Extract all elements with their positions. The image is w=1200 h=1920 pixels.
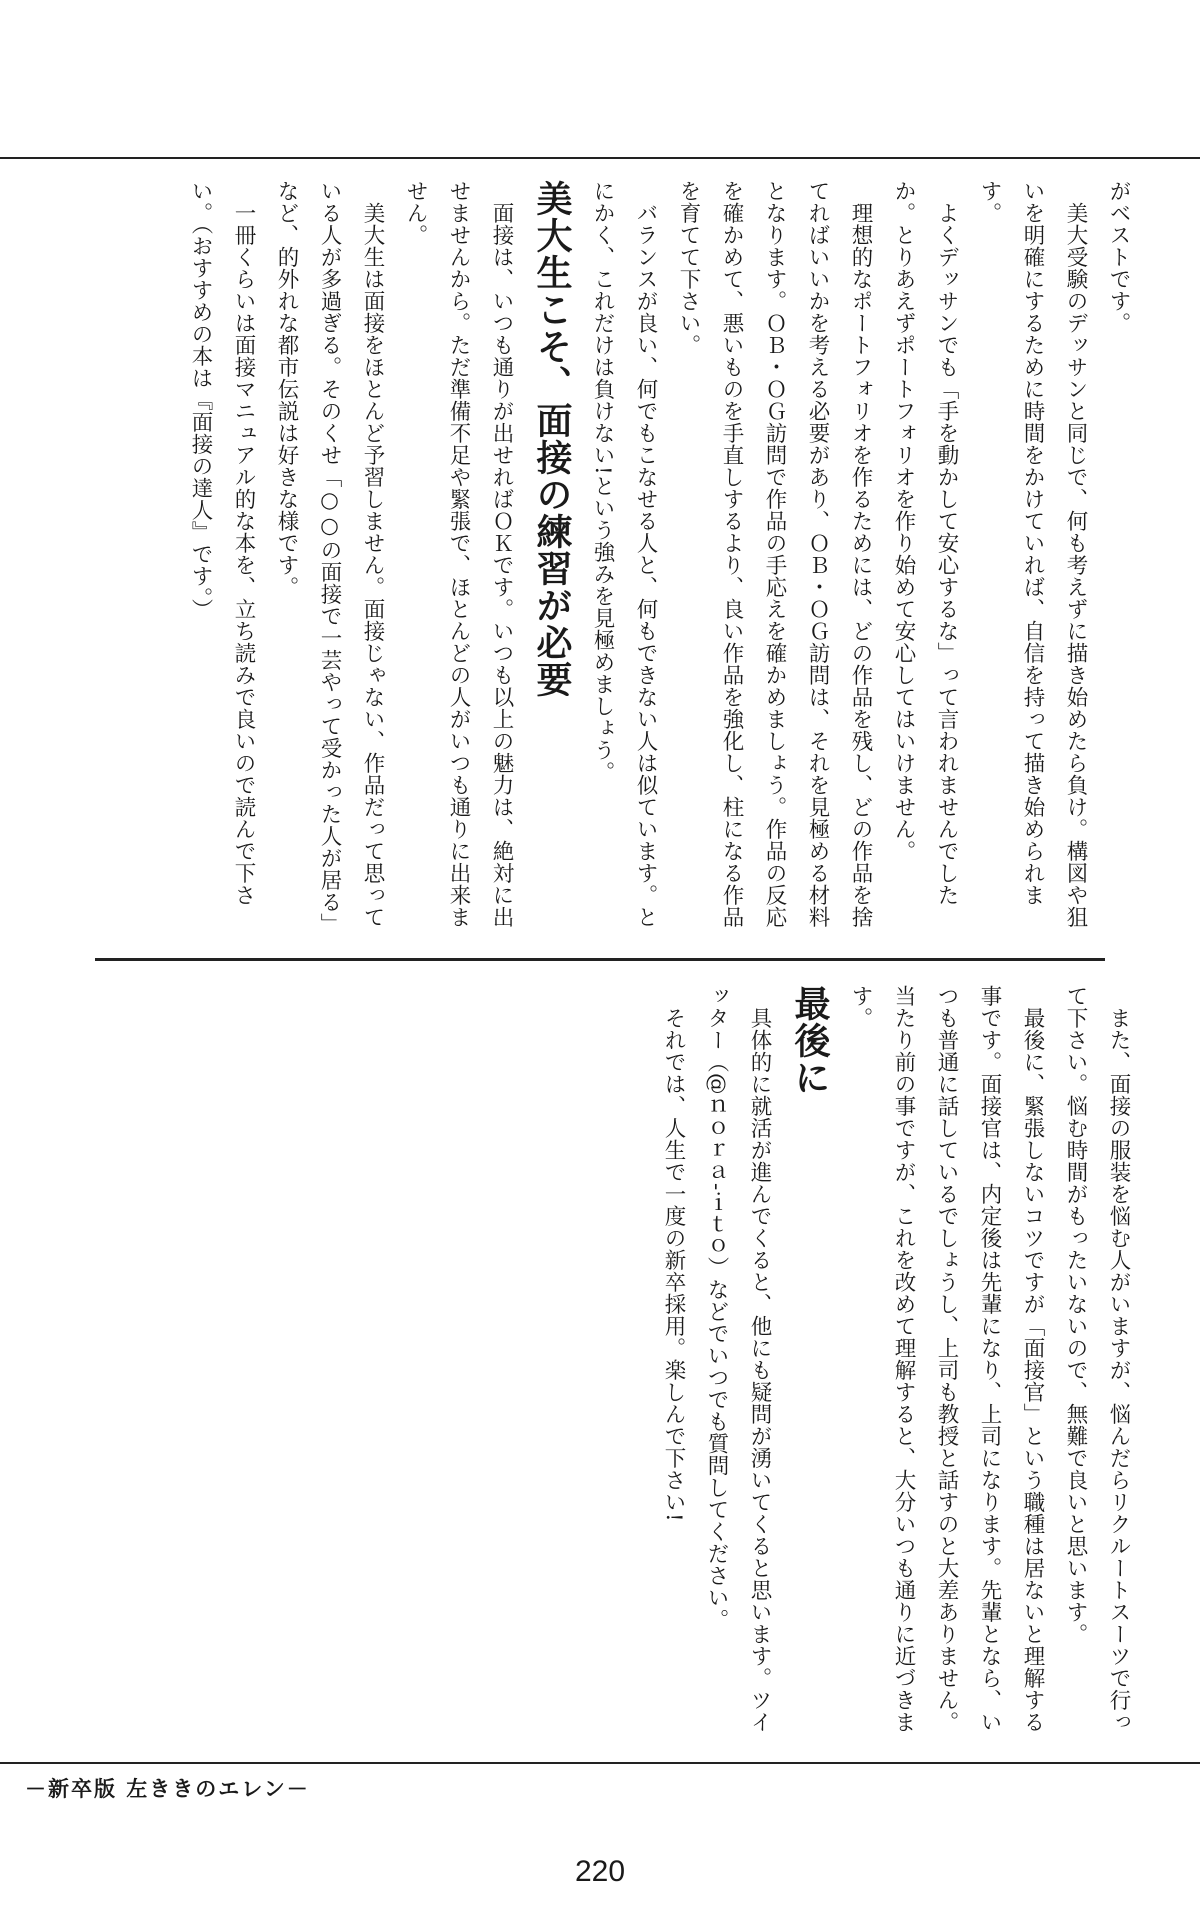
paragraph: それでは、人生で一度の新卒採用。楽しんで下さい! [661,1006,686,1522]
paragraph: 美大受験のデッサンと同じで、何も考えずに描き始めたら負け。構図や狙いを明確にするために時間をかけていれば、自信を持って描き始められます。 [977,180,1088,928]
section-heading: 美大生こそ、面接の練習が必要 [531,180,573,698]
paragraph: 最後に、緊張しないコツですが「面接官」という職種は居ないと理解する事です。面接官は、内定後は先輩になり、上司になります。先輩となら、いつも普通に話しているでしょうし、上司も教授と話すのと大差ありません。当たり前の事ですが、これを改めて理解すると、大分いつも通りに近づきます。 [848,985,1045,1733]
paragraph: よくデッサンでも「手を動かして安心するな」って言われませんでしたか。とりあえずポートフォリオを作り始めて安心してはいけません。 [891,180,959,906]
paragraph: 理想的なポートフォリオを作るためには、どの作品を残し、どの作品を捨てればいいかを考える必要があり、ＯＢ・ＯＧ訪問は、それを見極める材料となります。ＯＢ・ＯＧ訪問で作品の手応えを確かめましょう。作品の反応を確かめて、悪いものを手直しするより、良い作品を強化し、柱になる作品を育てて下さい。 [676,180,873,928]
page-number: 220 [574,1855,626,1888]
paragraph: 面接は、いつも通りが出せればＯＫです。いつも以上の魅力は、絶対に出せませんから。ただ準備不足や緊張で、ほとんどの人がいつも通りに出来ません。 [403,180,514,928]
lower-text-column [652,985,1140,1740]
paragraph: がベストです。 [1106,180,1131,334]
section-heading: 最後に [789,985,831,1096]
paragraph: 美大生は面接をほとんど予習しません。面接じゃない、作品だって思っている人が多過ぎる。そのくせ「○○の面接で一芸やって受かった人が居る」など、的外れな都市伝説は好きな様です。 [274,180,385,935]
paragraph: 具体的に就活が進んでくると、他にも疑問が湧いてくると思います。ツイッター（@ｎｏｒａ-ｉｔｏ）などでいつでも質問してください。 [704,985,772,1733]
bottom-rule [0,1762,1200,1764]
middle-rule [95,958,1105,961]
upper-text-column [179,180,1140,935]
top-rule [0,157,1200,159]
running-head: －新卒版 左ききのエレン－ [25,1776,310,1801]
paragraph: 一冊くらいは面接マニュアル的な本を、立ち読みで良いので読んで下さい。（おすすめの本は『面接の達人』です。） [188,180,256,906]
paragraph: バランスが良い、何でもこなせる人と、何もできない人は似ています。とにかく、これだけは負けない!という強みを見極めましょう。 [590,180,658,928]
paragraph: また、面接の服装を悩む人がいますが、悩んだらリクルートスーツで行って下さい。悩む時間がもったいないので、無難で良いと思います。 [1063,985,1131,1733]
